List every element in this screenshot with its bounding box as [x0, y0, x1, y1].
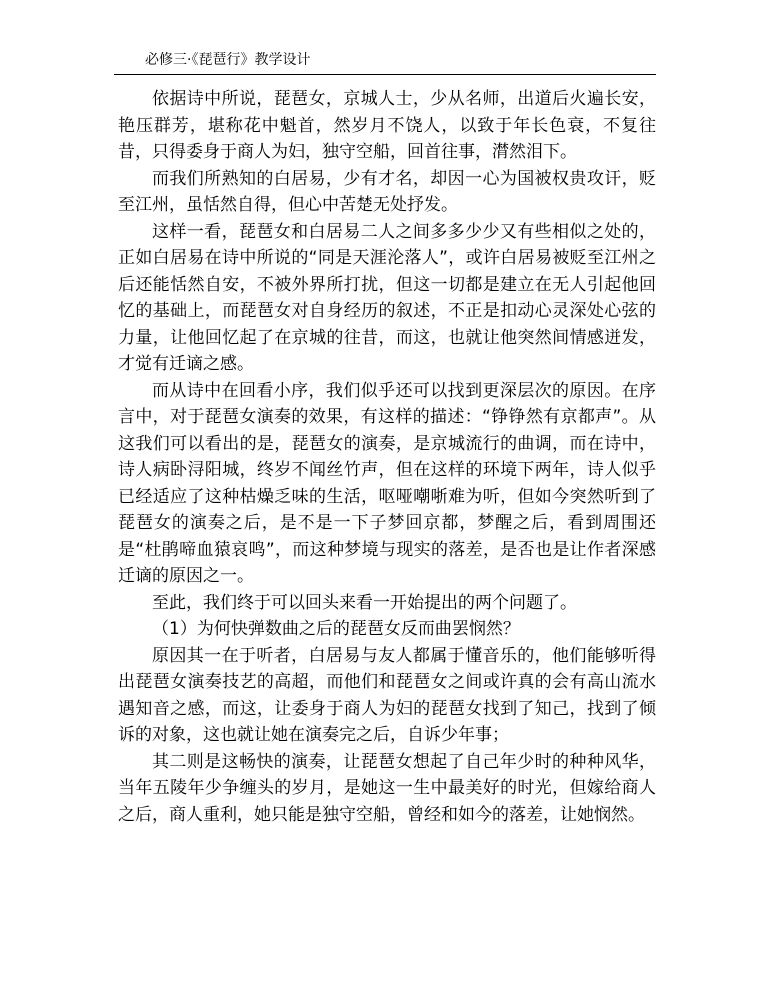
paragraph: 依据诗中所说，琵琶女，京城人士，少从名师，出道后火遍长安，艳压群芳，堪称花中魁首，然岁月不饶人，以致于年长色衰，不复往昔，只得委身于商人为妇，独守空船，回首往事，潸然泪下。: [118, 89, 656, 162]
paragraph: 至此，我们终于可以回头来看一开始提出的两个问题了。: [152, 592, 577, 613]
paragraph: 原因其一在于听者，白居易与友人都属于懂音乐的，他们能够听得出琵琶女演奏技艺的高超，而他们和琵琶女之间或许真的会有高山流水遇知音之感，而这，让委身于商人为妇的琵琶女找到了知己，找到了倾诉的对象，这也就让她在演奏完之后，自诉少年事；: [118, 645, 656, 745]
document-body: [118, 86, 656, 828]
question-heading: （1）为何快弹数曲之后的琵琶女反而曲罢悯然？: [152, 619, 520, 639]
paragraph: 而从诗中在回看小序，我们似乎还可以找到更深层次的原因。在序言中，对于琵琶女演奏的效果，有这样的描述：“铮铮然有京都声”。从这我们可以看出的是，琵琶女的演奏，是京城流行的曲调，而在诗中，诗人病卧浔阳城，终岁不闻丝竹声，但在这样的环境下两年，诗人似乎已经适应了这种枯燥乏味的生活，呕哑嘲哳难为听，但如今突然听到了琵琶女的演奏之后，是不是一下子梦回京都，梦醒之后，看到周围还是“杜鹃啼血猿哀鸣”，而这种梦境与现实的落差，是否也是让作者深感迁谪的原因之一。: [118, 380, 656, 586]
paragraph: 其二则是这畅快的演奏，让琵琶女想起了自己年少时的种种风华，当年五陵年少争缠头的岁月，是她这一生中最美好的时光，但嫁给商人之后，商人重利，她只能是独守空船，曾经和如今的落差，让她悯然。: [118, 751, 656, 825]
paragraph: 这样一看，琵琶女和白居易二人之间多多少少又有些相似之处的，正如白居易在诗中所说的“同是天涯沦落人”，或许白居易被贬至江州之后还能恬然自安，不被外界所打扰，但这一切都是建立在无人引起他回忆的基础上，而琵琶女对自身经历的叙述，不正是扣动心灵深处心弦的力量，让他回忆起了在京城的往昔，而这，也就让他突然间情感迸发，才觉有迁谪之感。: [118, 221, 656, 374]
page-header-title: 必修三·《琵琶行》教学设计: [145, 52, 311, 68]
header-divider: [114, 74, 656, 75]
paragraph: 而我们所熟知的白居易，少有才名，却因一心为国被权贵攻讦，贬至江州，虽恬然自得，但心中苦楚无处抒发。: [118, 168, 656, 215]
